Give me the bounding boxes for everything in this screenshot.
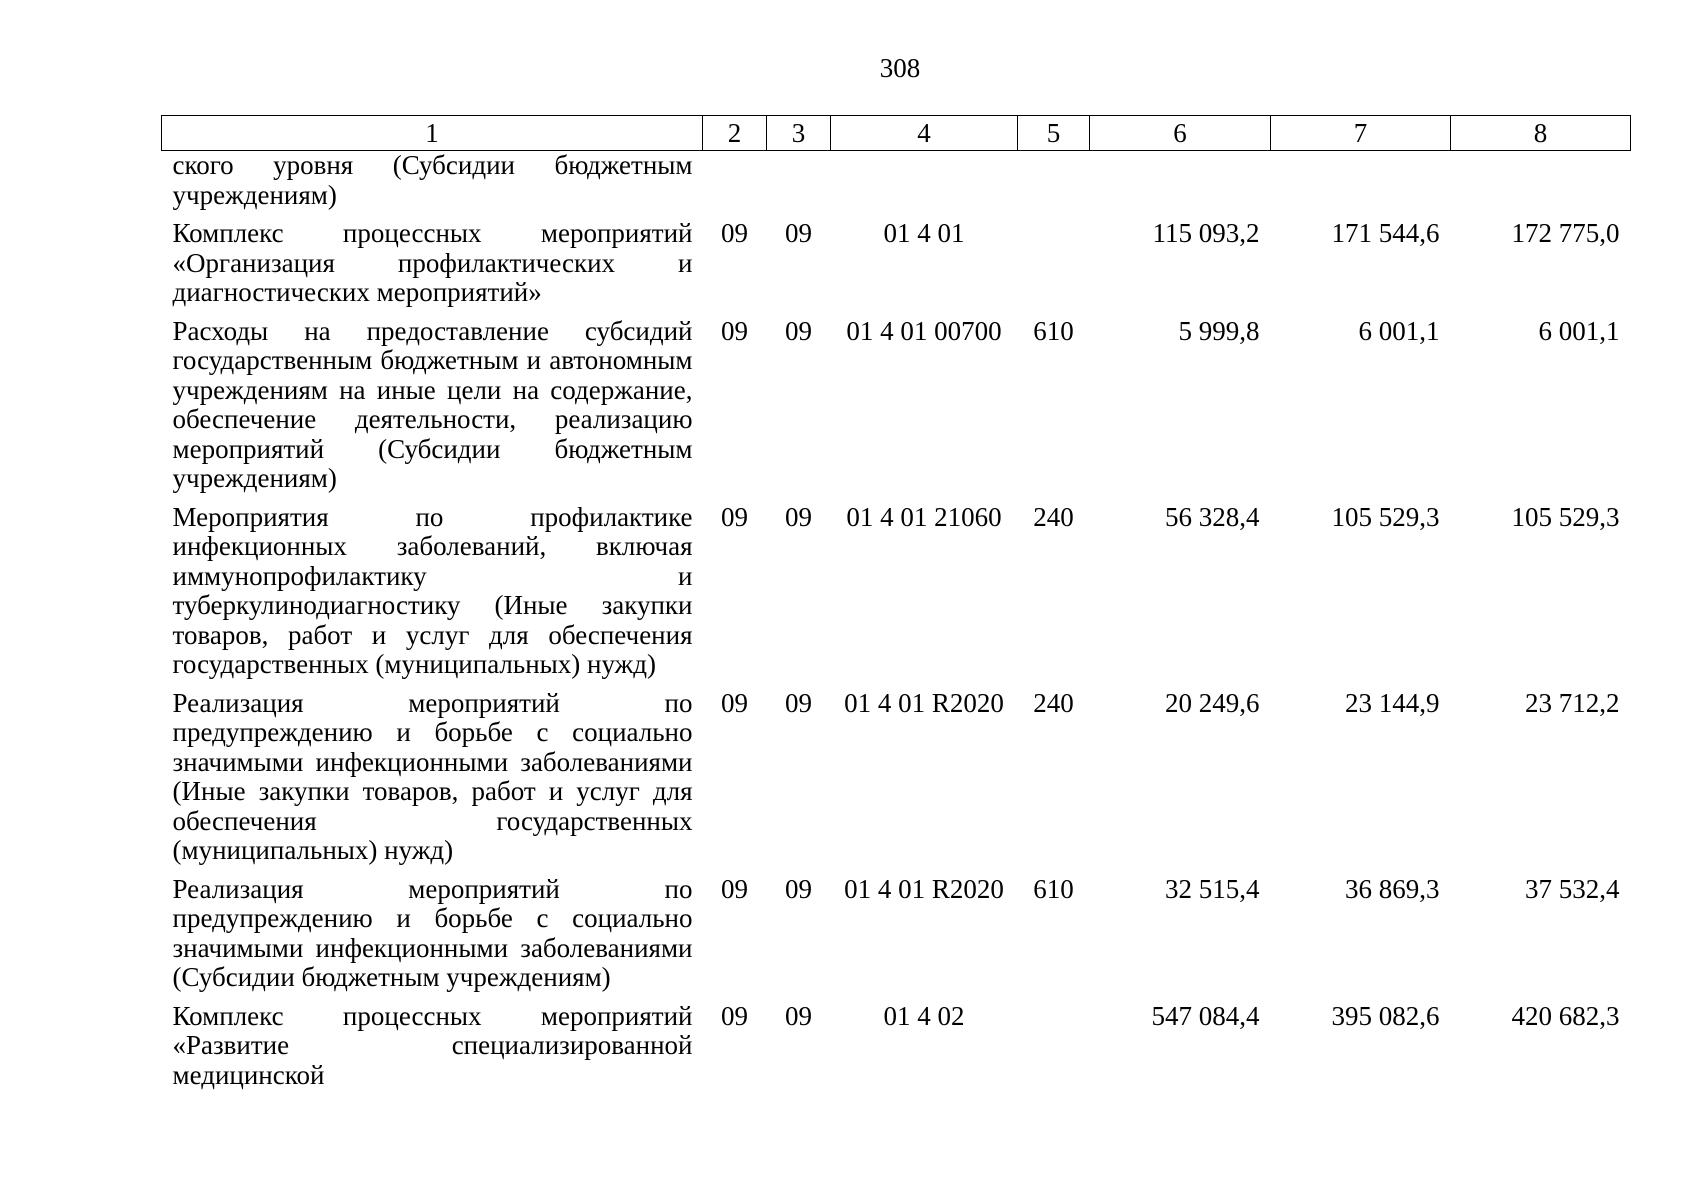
row-description: Расходы на предоставление субсидий государственным бюджетным и автономным учреждениям на иные цели на содержание, обеспечение деятельности, реализацию мероприятий (Субсидии бюджетным учреждениям) [172,315,693,493]
row-amount-year-2: 6 001,1 [1358,315,1440,346]
row-amount-year-1: 32 515,4 [1165,873,1260,904]
row-amount-year-3: 172 775,0 [1511,218,1620,248]
column-header-6: 6 [1090,116,1271,151]
row-subsection-code: 09 [785,687,812,718]
row-amount-year-3: 420 682,3 [1511,1000,1620,1031]
row-amount-year-1: 5 999,8 [1178,315,1260,346]
row-amount-year-2: 23 144,9 [1345,687,1440,718]
table-row [162,1002,1631,1100]
row-target-article-code: 01 4 01 R2020 [844,687,1004,718]
row-section-code: 09 [721,1000,748,1031]
row-section-code [703,151,767,220]
row-amount-year-3: 6 001,1 [1538,315,1620,346]
table-row [162,689,1631,875]
column-header-7: 7 [1271,116,1451,151]
row-description: Комплекс процессных мероприятий «Развитие специализированной медицинской [172,1000,693,1090]
row-description: Реализация мероприятий по предупреждению и борьбе с социально значимыми инфекционными заболеваниями (Иные закупки товаров, работ и услуг для обеспечения государственных (муниципальных) нужд) [172,687,693,865]
row-amount-year-1: 547 084,4 [1151,1000,1260,1031]
row-expense-type-code: 240 [1033,501,1074,532]
row-target-article-code: 01 4 01 [883,218,965,248]
row-section-code: 09 [721,873,748,904]
column-header-2: 2 [703,116,767,151]
row-amount-year-2 [1271,151,1451,220]
row-expense-type-code: 610 [1033,315,1074,346]
row-amount-year-2: 105 529,3 [1331,501,1440,532]
row-description: Мероприятия по профилактике инфекционных заболеваний, включая иммунопрофилактику и туберкулинодиагностику (Иные закупки товаров, работ и услуг для обеспечения государственных (муниципальных) нужд) [172,501,693,679]
row-subsection-code: 09 [785,873,812,904]
row-amount-year-1: 115 093,2 [1152,218,1260,248]
row-description: Комплекс процессных мероприятий «Организация профилактических и диагностических мероприятий» [172,218,693,307]
row-amount-year-3: 37 532,4 [1525,873,1620,904]
row-section-code: 09 [721,687,748,718]
row-section-code: 09 [721,315,748,346]
row-amount-year-1 [1090,151,1271,220]
row-subsection-code [767,151,831,220]
column-header-4: 4 [831,116,1018,151]
column-header-5: 5 [1018,116,1090,151]
row-amount-year-2: 395 082,6 [1331,1000,1440,1031]
row-expense-type-code [1018,151,1090,220]
table-row [162,875,1631,1002]
column-header-3: 3 [767,116,831,151]
row-target-article-code: 01 4 01 R2020 [844,873,1004,904]
budget-table [161,115,1631,1099]
row-subsection-code: 09 [785,501,812,532]
row-amount-year-3 [1451,151,1631,220]
row-subsection-code: 09 [785,1000,812,1031]
table-body [162,151,1631,1100]
row-target-article-code: 01 4 02 [883,1000,965,1031]
row-amount-year-3: 23 712,2 [1525,687,1620,718]
row-description: ского уровня (Субсидии бюджетным учреждениям) [172,150,693,210]
row-amount-year-3: 105 529,3 [1511,501,1620,532]
table-row [162,151,1631,220]
table-row [162,503,1631,689]
row-expense-type-code: 610 [1033,873,1074,904]
row-amount-year-1: 56 328,4 [1165,501,1260,532]
row-expense-type-code: 240 [1033,687,1074,718]
row-amount-year-1: 20 249,6 [1165,687,1260,718]
row-subsection-code: 09 [785,218,812,248]
table-row [162,317,1631,503]
page-number: 308 [879,53,921,83]
row-amount-year-2: 171 544,6 [1331,218,1440,248]
row-expense-type-code [1018,1002,1090,1100]
row-subsection-code: 09 [785,315,812,346]
row-amount-year-2: 36 869,3 [1345,873,1440,904]
row-description: Реализация мероприятий по предупреждению и борьбе с социально значимыми инфекционными заболеваниями (Субсидии бюджетным учреждениям) [172,873,693,992]
header-row [162,116,1631,151]
column-header-1: 1 [162,116,703,151]
column-header-8: 8 [1451,116,1631,151]
row-section-code: 09 [721,218,748,248]
row-target-article-code: 01 4 01 00700 [846,315,1002,346]
row-section-code: 09 [721,501,748,532]
table-row [162,219,1631,317]
table-header [162,116,1631,151]
row-target-article-code [831,151,1018,220]
row-target-article-code: 01 4 01 21060 [846,501,1002,532]
row-expense-type-code [1018,219,1090,317]
